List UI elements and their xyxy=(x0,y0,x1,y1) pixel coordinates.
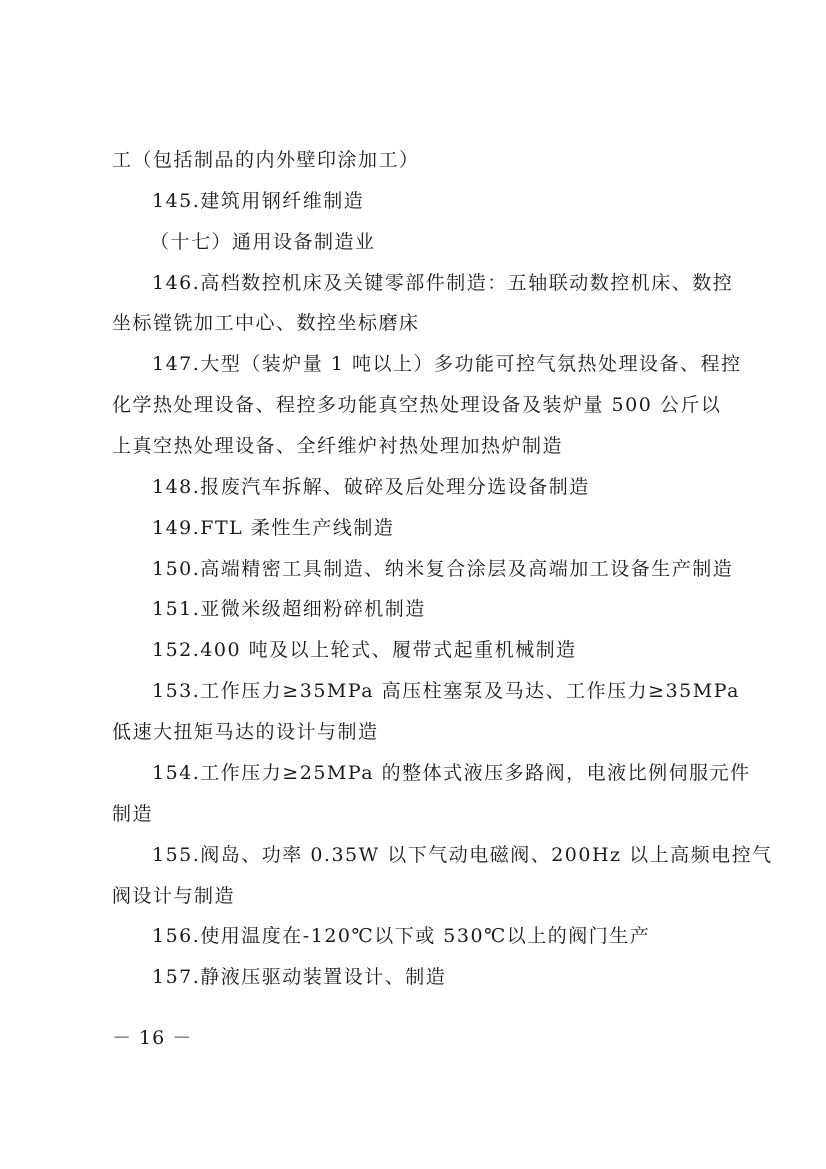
text-line: 坐标镗铣加工中心、数控坐标磨床 xyxy=(112,312,420,334)
list-item: 153.工作压力≥35MPa 高压柱塞泵及马达、工作压力≥35MPa xyxy=(152,680,740,702)
page-number: － 16 － xyxy=(112,1027,193,1049)
list-item: 145.建筑用钢纤维制造 xyxy=(152,190,365,212)
text-line: 工（包括制品的内外壁印涂加工） xyxy=(112,149,420,171)
list-item: 156.使用温度在-120℃以下或 530℃以上的阀门生产 xyxy=(152,925,651,947)
list-item: 148.报废汽车拆解、破碎及后处理分选设备制造 xyxy=(152,476,590,498)
list-item: 154.工作压力≥25MPa 的整体式液压多路阀，电液比例伺服元件 xyxy=(152,762,751,784)
list-item: 150.高端精密工具制造、纳米复合涂层及高端加工设备生产制造 xyxy=(152,558,734,580)
text-line: 阀设计与制造 xyxy=(112,885,236,907)
section-heading: （十七）通用设备制造业 xyxy=(150,231,376,253)
text-line: 低速大扭矩马达的设计与制造 xyxy=(112,721,379,743)
list-item: 149.FTL 柔性生产线制造 xyxy=(152,517,395,539)
list-item: 157.静液压驱动装置设计、制造 xyxy=(152,966,447,988)
text-line: 上真空热处理设备、全纤维炉衬热处理加热炉制造 xyxy=(112,435,564,457)
list-item: 155.阀岛、功率 0.35W 以下气动电磁阀、200Hz 以上高频电控气 xyxy=(152,844,773,866)
list-item: 151.亚微米级超细粉碎机制造 xyxy=(152,598,426,620)
list-item: 152.400 吨及以上轮式、履带式起重机械制造 xyxy=(152,639,577,661)
text-line: 制造 xyxy=(112,803,154,825)
list-item: 146.高档数控机床及关键零部件制造：五轴联动数控机床、数控 xyxy=(152,272,734,294)
list-item: 147.大型（装炉量 1 吨以上）多功能可控气氛热处理设备、程控 xyxy=(152,353,742,375)
text-line: 化学热处理设备、程控多功能真空热处理设备及装炉量 500 公斤以 xyxy=(112,394,722,416)
